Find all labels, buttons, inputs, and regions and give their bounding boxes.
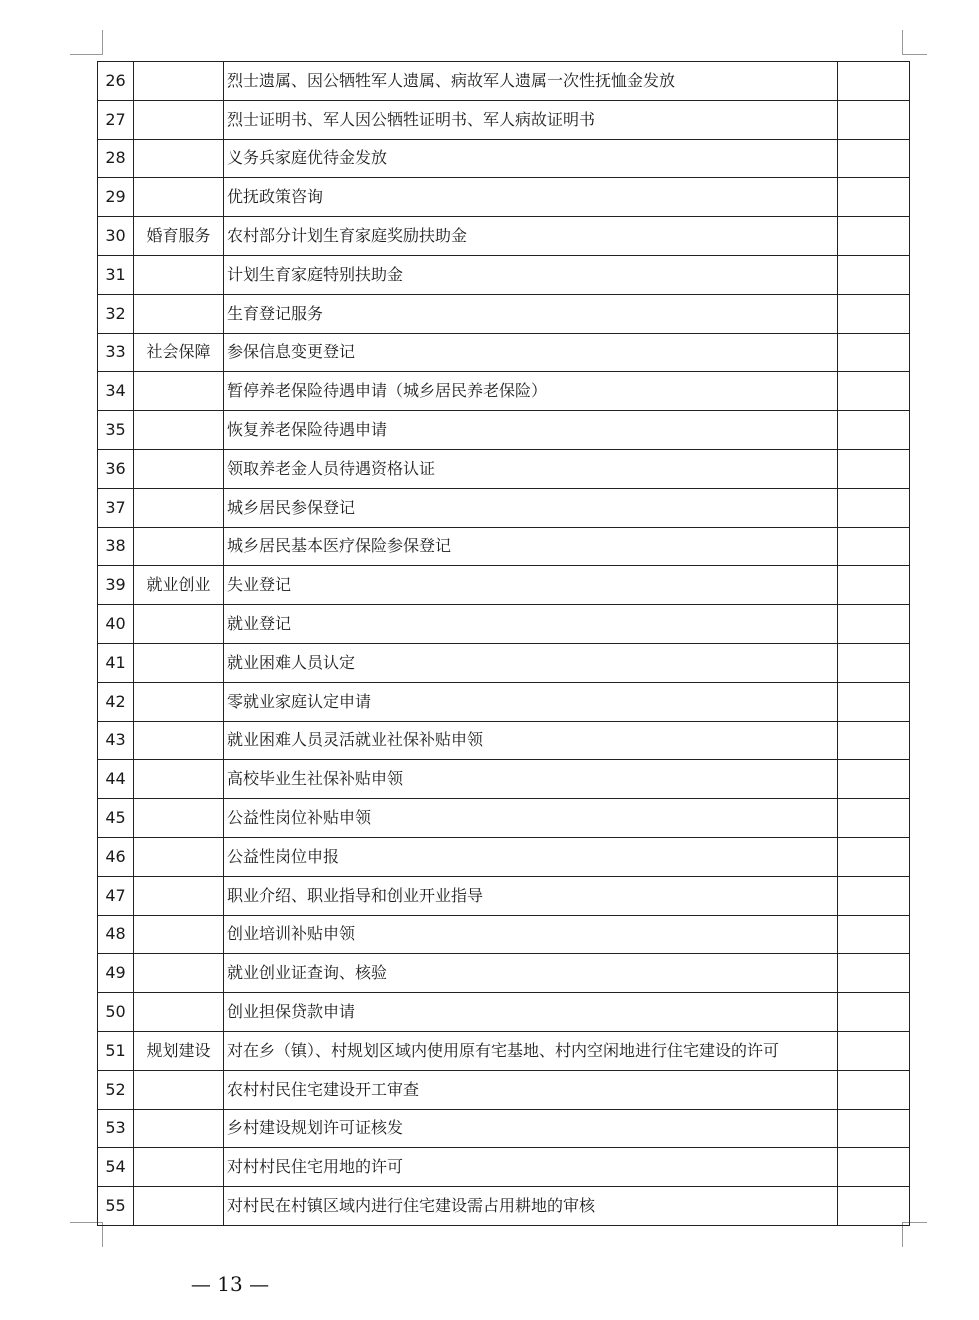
table-row (98, 993, 910, 1032)
row-remark-cell (838, 217, 910, 256)
row-number-cell: 26 (98, 62, 134, 101)
table-row (98, 643, 910, 682)
row-number-cell: 55 (98, 1187, 134, 1226)
row-category-cell (134, 1109, 224, 1148)
row-category-cell (134, 372, 224, 411)
row-item-cell: 义务兵家庭优待金发放 (224, 139, 838, 178)
row-item-cell: 零就业家庭认定申请 (224, 682, 838, 721)
table-row (98, 605, 910, 644)
row-item-cell: 农村部分计划生育家庭奖励扶助金 (224, 217, 838, 256)
table-row (98, 449, 910, 488)
row-category-cell: 就业创业 (134, 566, 224, 605)
row-item-cell: 就业困难人员灵活就业社保补贴申领 (224, 721, 838, 760)
row-category-cell (134, 1070, 224, 1109)
row-remark-cell (838, 1031, 910, 1070)
table-row (98, 1070, 910, 1109)
row-remark-cell (838, 488, 910, 527)
row-number-cell: 34 (98, 372, 134, 411)
row-category-cell (134, 1187, 224, 1226)
row-remark-cell (838, 605, 910, 644)
row-category-cell (134, 255, 224, 294)
row-remark-cell (838, 1148, 910, 1187)
row-category-cell: 社会保障 (134, 333, 224, 372)
row-category-cell (134, 915, 224, 954)
row-item-cell: 高校毕业生社保补贴申领 (224, 760, 838, 799)
table-row (98, 411, 910, 450)
row-category-cell (134, 527, 224, 566)
crop-mark-top-left (70, 30, 103, 55)
crop-mark-top-right (902, 30, 927, 55)
table-row (98, 1109, 910, 1148)
row-number-cell: 52 (98, 1070, 134, 1109)
row-category-cell (134, 954, 224, 993)
row-number-cell: 33 (98, 333, 134, 372)
table-row (98, 217, 910, 256)
table-row (98, 876, 910, 915)
row-category-cell: 规划建设 (134, 1031, 224, 1070)
row-remark-cell (838, 294, 910, 333)
row-item-cell: 优抚政策咨询 (224, 178, 838, 217)
row-item-cell: 职业介绍、职业指导和创业开业指导 (224, 876, 838, 915)
table-row (98, 1187, 910, 1226)
row-item-cell: 参保信息变更登记 (224, 333, 838, 372)
row-remark-cell (838, 1187, 910, 1226)
row-item-cell: 计划生育家庭特别扶助金 (224, 255, 838, 294)
table-row (98, 721, 910, 760)
table-row (98, 139, 910, 178)
row-category-cell (134, 178, 224, 217)
row-remark-cell (838, 993, 910, 1032)
row-remark-cell (838, 333, 910, 372)
row-number-cell: 47 (98, 876, 134, 915)
table-row (98, 954, 910, 993)
row-number-cell: 48 (98, 915, 134, 954)
table-row (98, 1148, 910, 1187)
row-remark-cell (838, 566, 910, 605)
row-number-cell: 35 (98, 411, 134, 450)
row-item-cell: 创业担保贷款申请 (224, 993, 838, 1032)
row-category-cell (134, 799, 224, 838)
row-item-cell: 对村民在村镇区域内进行住宅建设需占用耕地的审核 (224, 1187, 838, 1226)
row-number-cell: 42 (98, 682, 134, 721)
row-item-cell: 对村村民住宅用地的许可 (224, 1148, 838, 1187)
row-number-cell: 54 (98, 1148, 134, 1187)
table-row (98, 682, 910, 721)
table-body (98, 62, 910, 1226)
row-remark-cell (838, 449, 910, 488)
row-item-cell: 对在乡（镇）、村规划区域内使用原有宅基地、村内空闲地进行住宅建设的许可 (224, 1031, 838, 1070)
table-row (98, 178, 910, 217)
row-category-cell (134, 682, 224, 721)
row-number-cell: 36 (98, 449, 134, 488)
row-category-cell (134, 411, 224, 450)
row-category-cell: 婚育服务 (134, 217, 224, 256)
row-item-cell: 创业培训补贴申领 (224, 915, 838, 954)
row-number-cell: 41 (98, 643, 134, 682)
row-remark-cell (838, 721, 910, 760)
row-number-cell: 27 (98, 100, 134, 139)
row-category-cell (134, 760, 224, 799)
row-item-cell: 烈士证明书、军人因公牺牲证明书、军人病故证明书 (224, 100, 838, 139)
row-number-cell: 44 (98, 760, 134, 799)
row-number-cell: 43 (98, 721, 134, 760)
row-remark-cell (838, 62, 910, 101)
row-category-cell (134, 1148, 224, 1187)
row-remark-cell (838, 255, 910, 294)
row-number-cell: 30 (98, 217, 134, 256)
table-row (98, 527, 910, 566)
row-remark-cell (838, 411, 910, 450)
row-category-cell (134, 605, 224, 644)
row-item-cell: 恢复养老保险待遇申请 (224, 411, 838, 450)
row-number-cell: 50 (98, 993, 134, 1032)
row-item-cell: 城乡居民参保登记 (224, 488, 838, 527)
row-remark-cell (838, 954, 910, 993)
row-category-cell (134, 643, 224, 682)
service-items-table (97, 61, 910, 1226)
row-item-cell: 农村村民住宅建设开工审查 (224, 1070, 838, 1109)
table-row (98, 760, 910, 799)
row-item-cell: 乡村建设规划许可证核发 (224, 1109, 838, 1148)
row-remark-cell (838, 682, 910, 721)
table-row (98, 799, 910, 838)
table-row (98, 255, 910, 294)
row-remark-cell (838, 139, 910, 178)
row-number-cell: 29 (98, 178, 134, 217)
row-number-cell: 45 (98, 799, 134, 838)
row-category-cell (134, 488, 224, 527)
row-category-cell (134, 139, 224, 178)
row-remark-cell (838, 799, 910, 838)
row-item-cell: 就业困难人员认定 (224, 643, 838, 682)
row-item-cell: 生育登记服务 (224, 294, 838, 333)
row-remark-cell (838, 1109, 910, 1148)
row-number-cell: 39 (98, 566, 134, 605)
row-number-cell: 46 (98, 837, 134, 876)
row-item-cell: 城乡居民基本医疗保险参保登记 (224, 527, 838, 566)
row-category-cell (134, 993, 224, 1032)
row-number-cell: 40 (98, 605, 134, 644)
row-item-cell: 失业登记 (224, 566, 838, 605)
row-item-cell: 公益性岗位补贴申领 (224, 799, 838, 838)
row-remark-cell (838, 643, 910, 682)
table-row (98, 100, 910, 139)
row-number-cell: 37 (98, 488, 134, 527)
table-row (98, 915, 910, 954)
table-row (98, 372, 910, 411)
table-row (98, 566, 910, 605)
row-item-cell: 暂停养老保险待遇申请（城乡居民养老保险） (224, 372, 838, 411)
row-number-cell: 49 (98, 954, 134, 993)
table-row (98, 488, 910, 527)
row-remark-cell (838, 527, 910, 566)
table-row (98, 1031, 910, 1070)
row-number-cell: 53 (98, 1109, 134, 1148)
row-category-cell (134, 449, 224, 488)
row-remark-cell (838, 178, 910, 217)
row-number-cell: 31 (98, 255, 134, 294)
row-remark-cell (838, 760, 910, 799)
row-category-cell (134, 837, 224, 876)
row-number-cell: 32 (98, 294, 134, 333)
row-number-cell: 38 (98, 527, 134, 566)
row-category-cell (134, 876, 224, 915)
row-category-cell (134, 62, 224, 101)
row-remark-cell (838, 1070, 910, 1109)
row-remark-cell (838, 915, 910, 954)
table-row (98, 333, 910, 372)
table-row (98, 62, 910, 101)
row-item-cell: 就业登记 (224, 605, 838, 644)
row-item-cell: 就业创业证查询、核验 (224, 954, 838, 993)
row-item-cell: 烈士遗属、因公牺牲军人遗属、病故军人遗属一次性抚恤金发放 (224, 62, 838, 101)
row-remark-cell (838, 837, 910, 876)
row-category-cell (134, 294, 224, 333)
row-category-cell (134, 100, 224, 139)
row-item-cell: 领取养老金人员待遇资格认证 (224, 449, 838, 488)
row-category-cell (134, 721, 224, 760)
row-remark-cell (838, 876, 910, 915)
page-number: — 13 — (190, 1272, 270, 1296)
row-item-cell: 公益性岗位申报 (224, 837, 838, 876)
table-row (98, 837, 910, 876)
row-number-cell: 51 (98, 1031, 134, 1070)
row-remark-cell (838, 100, 910, 139)
row-number-cell: 28 (98, 139, 134, 178)
row-remark-cell (838, 372, 910, 411)
table-row (98, 294, 910, 333)
